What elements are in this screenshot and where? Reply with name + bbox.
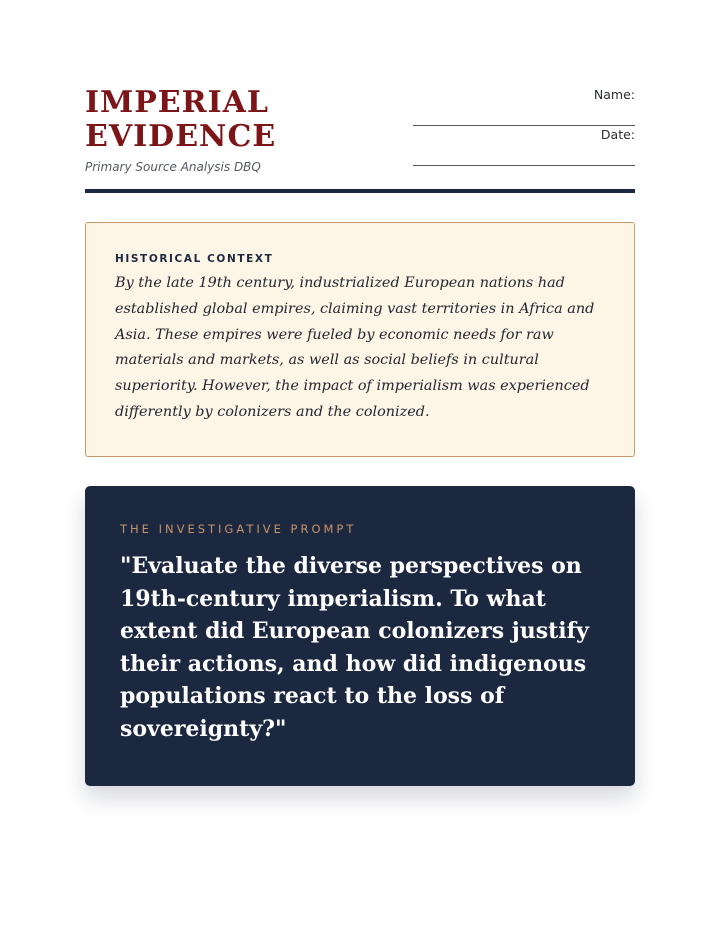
prompt-heading: THE INVESTIGATIVE PROMPT xyxy=(120,522,357,536)
student-fields xyxy=(413,86,635,166)
page-subtitle: Primary Source Analysis DBQ xyxy=(85,160,261,174)
prompt-text: "Evaluate the diverse perspectives on 19th-century imperialism. To what extent did European colonizers justify their actions, and how did indigenous populations react to the loss of sovereignty?" xyxy=(120,553,589,742)
context-text: By the late 19th century, industrialized European nations had established global empires, claiming vast territories in Africa and Asia. These empires were fueled by economic needs for raw materials and markets, as well as social beliefs in cultural superiority. However, the impact of imperialism was experienced differently by colonizers and the colonized. xyxy=(115,275,595,420)
historical-context-box xyxy=(85,222,635,457)
context-heading: HISTORICAL CONTEXT xyxy=(115,253,274,265)
name-field[interactable] xyxy=(413,86,635,126)
date-field[interactable] xyxy=(413,126,635,166)
investigative-prompt-box xyxy=(85,486,635,786)
header xyxy=(85,86,635,194)
date-label: Date: xyxy=(600,127,635,142)
header-divider xyxy=(85,189,635,193)
name-label: Name: xyxy=(593,87,635,102)
page-title: IMPERIAL EVIDENCE xyxy=(85,85,277,154)
